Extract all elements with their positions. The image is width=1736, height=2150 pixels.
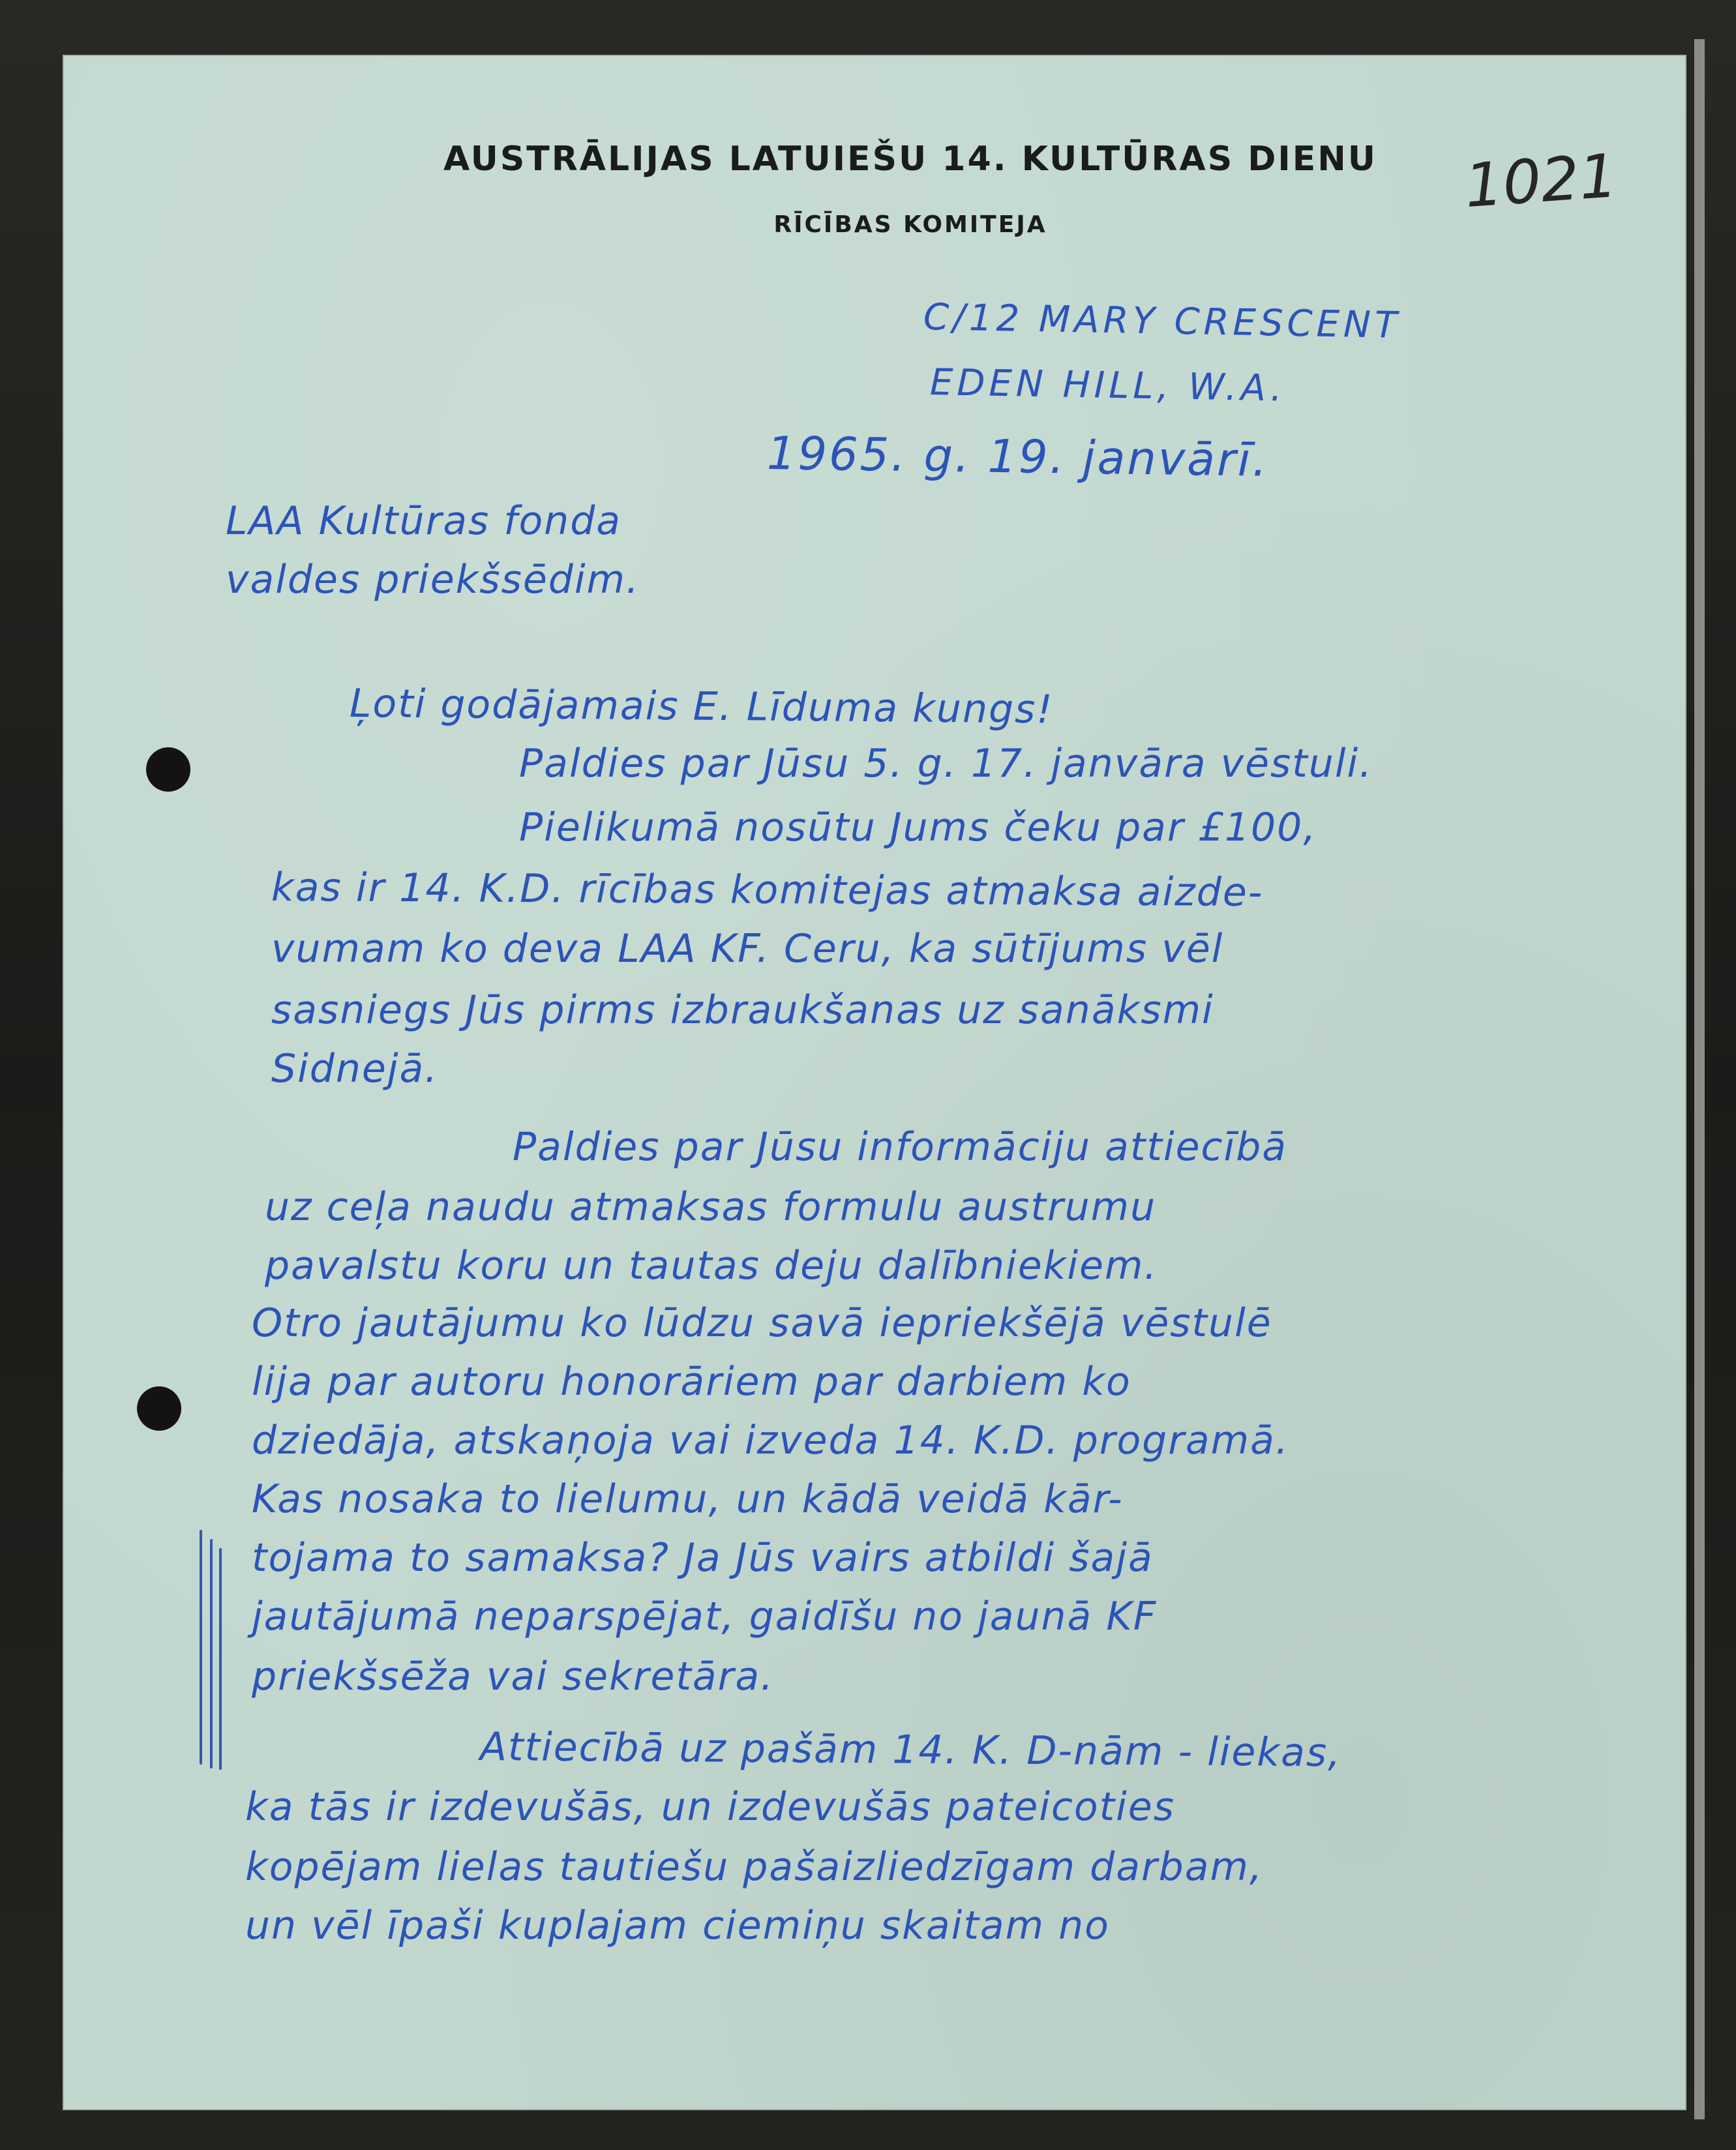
letter-page (63, 55, 1686, 2110)
body-line: uz ceļa naudu atmaksas formulu austrumu (265, 1184, 1157, 1230)
body-line: kas ir 14. K.D. rīcības komitejas atmaksa aizde- (271, 865, 1264, 916)
body-line: vumam ko deva LAA KF. Ceru, ka sūtījums vēl (271, 926, 1224, 972)
body-line: ka tās ir izdevušās, un izdevušās pateicoties (245, 1784, 1175, 1830)
body-line: un vēl īpaši kuplajam ciemiņu skaitam no (245, 1903, 1110, 1948)
margin-mark (219, 1548, 222, 1770)
body-line: kopējam lielas tautiešu pašaizliedzīgam darbam, (245, 1844, 1264, 1890)
body-line: Sidnejā. (271, 1046, 439, 1092)
margin-mark (200, 1530, 202, 1765)
salutation: Ļoti godājamais E. Līduma kungs! (349, 681, 1054, 733)
folder-edge (1694, 39, 1705, 2119)
body-line: tojama to samaksa? Ja Jūs vairs atbildi šajā (252, 1535, 1154, 1581)
body-line: priekšsēža vai sekretāra. (252, 1654, 775, 1699)
recipient-line-2: valdes priekšsēdim. (226, 557, 640, 603)
body-line: Pielikumā nosūtu Jums čeku par £100, (519, 805, 1317, 850)
body-line: Attiecībā uz pašām 14. K. D-nām - liekas, (479, 1724, 1342, 1776)
body-line: pavalstu koru un tautas deju dalībniekiem. (265, 1243, 1158, 1289)
recipient-line-1: LAA Kultūras fonda (226, 498, 622, 544)
body-line: Kas nosaka to lielumu, un kādā veidā kār- (252, 1476, 1124, 1522)
body-line: sasniegs Jūs pirms izbraukšanas uz sanāksmi (271, 987, 1214, 1033)
letterhead-title: AUSTRĀLIJAS LATUIEŠU 14. KULTŪRAS DIENU (443, 140, 1378, 179)
body-line: jautājumā neparspējat, gaidīšu no jaunā KF (252, 1594, 1158, 1639)
margin-mark (210, 1539, 213, 1769)
archive-number: 1021 (1462, 140, 1620, 222)
punch-hole-top (146, 747, 190, 792)
address-line-2: EDEN HILL, W.A. (929, 361, 1287, 410)
body-line: dziedāja, atskaņoja vai izveda 14. K.D. programā. (252, 1418, 1289, 1463)
body-line: Otro jautājumu ko lūdzu savā iepriekšējā vēstulē (252, 1300, 1272, 1346)
body-line: Paldies par Jūsu 5. g. 17. janvāra vēstuli. (519, 741, 1373, 786)
letter-date: 1965. g. 19. janvārī. (766, 426, 1270, 487)
body-line: Paldies par Jūsu informāciju attiecībā (513, 1124, 1288, 1170)
punch-hole-bottom (137, 1386, 181, 1431)
body-line: lija par autoru honorāriem par darbiem ko (252, 1359, 1131, 1405)
letterhead-subtitle: RĪCĪBAS KOMITEJA (773, 211, 1047, 238)
address-line-1: C/12 MARY CRESCENT (923, 296, 1401, 347)
